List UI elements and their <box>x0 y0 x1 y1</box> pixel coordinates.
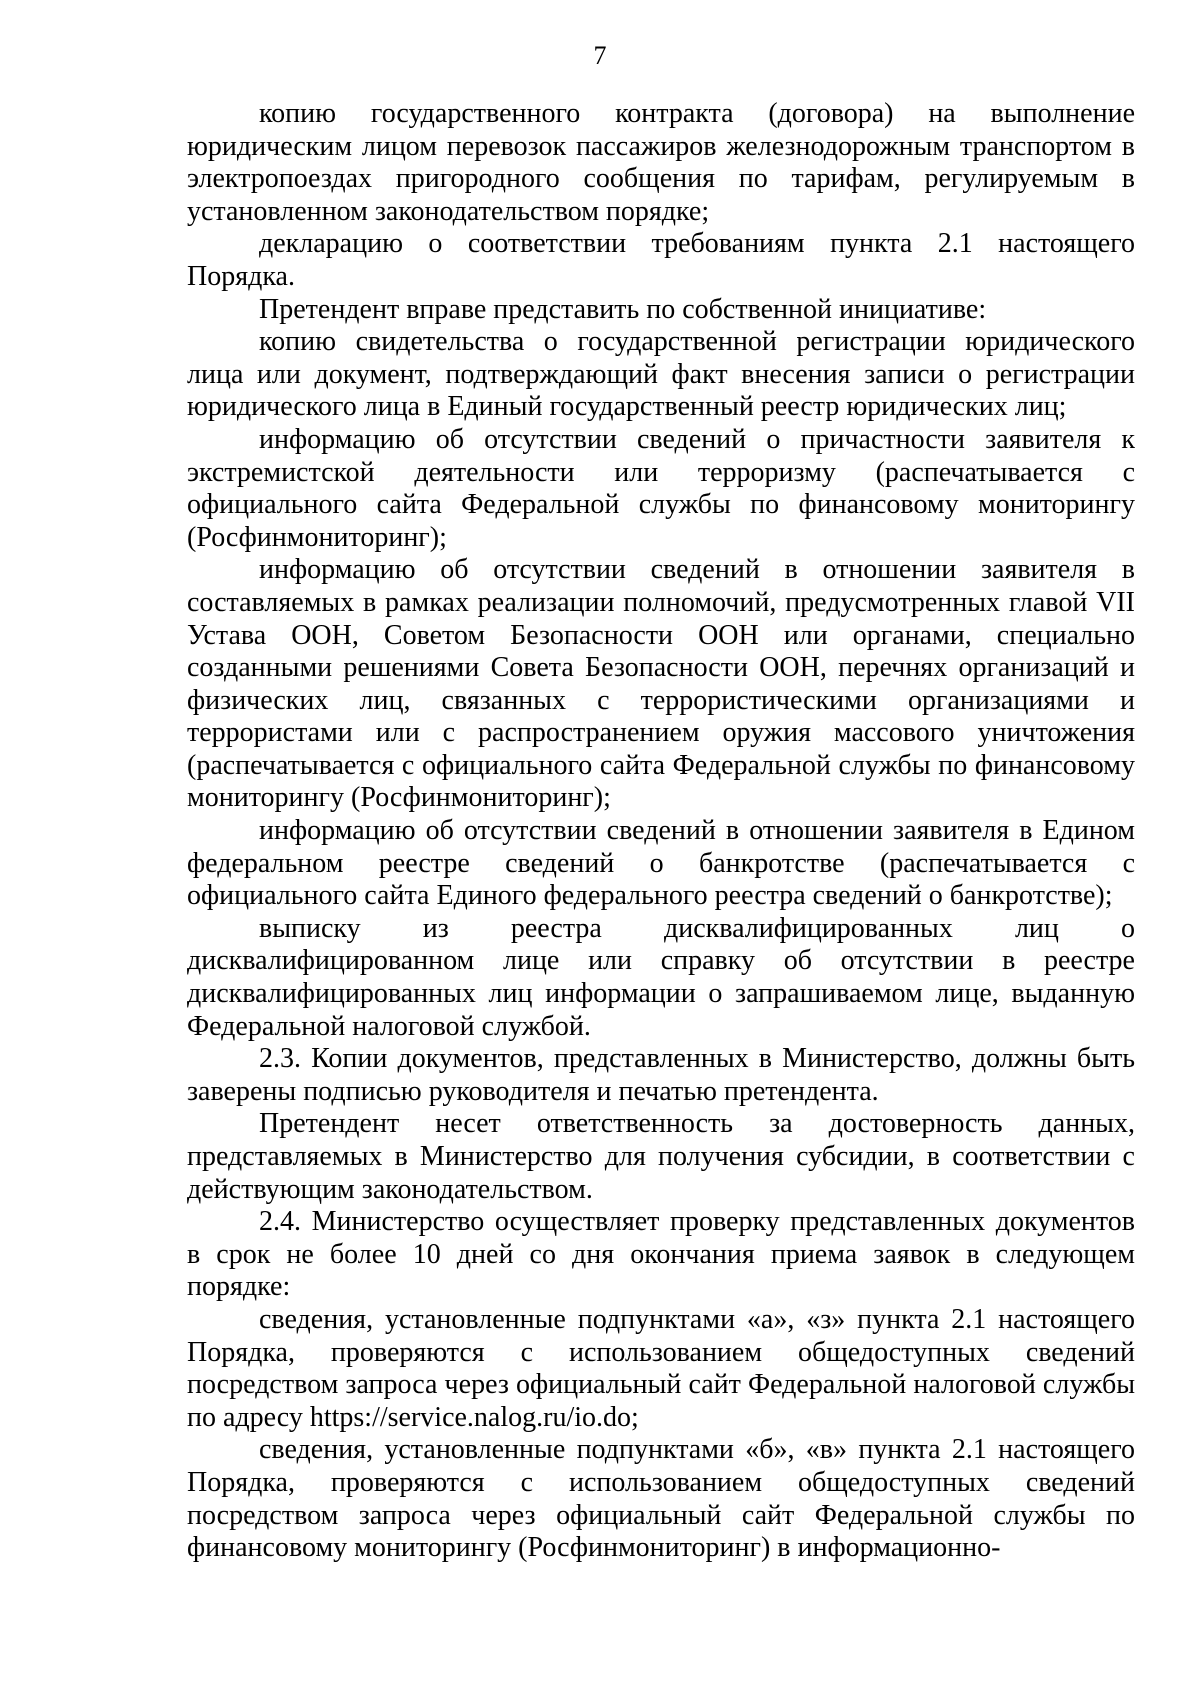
paragraph-section-2-3: 2.3. Копии документов, представленных в Министерство, должны быть заверены подписью руководителя и печатью претендента. <box>187 1043 1135 1107</box>
paragraph-check-b-v: сведения, установленные подпунктами «б», «в» пункта 2.1 настоящего Порядка, проверяются с использованием общедоступных сведений посредством запроса через официальный сайт Федеральной службы по финансовому мониторингу (Росфинмониторинг) в информационно- <box>187 1434 1135 1564</box>
paragraph-contract-copy: копию государственного контракта (договора) на выполнение юридическим лицом перевозок пассажиров железнодорожным транспортом в электропоездах пригородного сообщения по тарифам, регулируемым в установленном законодательством порядке; <box>187 98 1135 227</box>
paragraph-extremism-info: информацию об отсутствии сведений о причастности заявителя к экстремистской деятельности или терроризму (распечатывается с официального сайта Федеральной службы по финансовому мониторингу (Росфинмониторинг); <box>187 423 1135 553</box>
paragraph-bankruptcy-info: информацию об отсутствии сведений в отношении заявителя в Едином федеральном реестре сведений о банкротстве (распечатывается с официального сайта Единого федерального реестра сведений о банкротстве); <box>187 815 1135 912</box>
paragraph-check-a-z: сведения, установленные подпунктами «а», «з» пункта 2.1 настоящего Порядка, проверяются с использованием общедоступных сведений посредством запроса через официальный сайт Федеральной налоговой службы по адресу https://service.nalog.ru/io.do; <box>187 1303 1135 1433</box>
paragraph-un-lists-info: информацию об отсутствии сведений в отношении заявителя в составляемых в рамках реализации полномочий, предусмотренных главой VII Устава ООН, Советом Безопасности ООН или органами, специально созданными решениями Совета Безопасности ООН, перечнях организаций и физических лиц, связанных с террористическими организациями и террористами или с распространением оружия массового уничтожения (распечатывается с официального сайта Федеральной службы по финансовому мониторингу (Росфинмониторинг); <box>187 554 1135 814</box>
paragraph-own-initiative: Претендент вправе представить по собственной инициативе: <box>259 293 987 325</box>
paragraph-declaration: декларацию о соответствии требованиям пункта 2.1 настоящего Порядка. <box>187 228 1135 292</box>
page-number: 7 <box>593 41 607 70</box>
paragraph-disqualified-registry: выписку из реестра дисквалифицированных лиц о дисквалифицированном лице или справку об отсутствии в реестре дисквалифицированных лиц информации о запрашиваемом лице, выданную Федеральной налоговой службой. <box>187 912 1135 1042</box>
paragraph-registration-certificate: копию свидетельства о государственной регистрации юридического лица или документ, подтверждающий факт внесения записи о регистрации юридического лица в Единый государственный реестр юридических лиц; <box>187 326 1135 423</box>
paragraph-responsibility: Претендент несет ответственность за достоверность данных, представляемых в Министерство для получения субсидии, в соответствии с действующим законодательством. <box>187 1108 1135 1205</box>
paragraph-section-2-4: 2.4. Министерство осуществляет проверку представленных документов в срок не более 10 дней со дня окончания приема заявок в следующем порядке: <box>187 1206 1135 1303</box>
document-body <box>187 98 1135 1565</box>
